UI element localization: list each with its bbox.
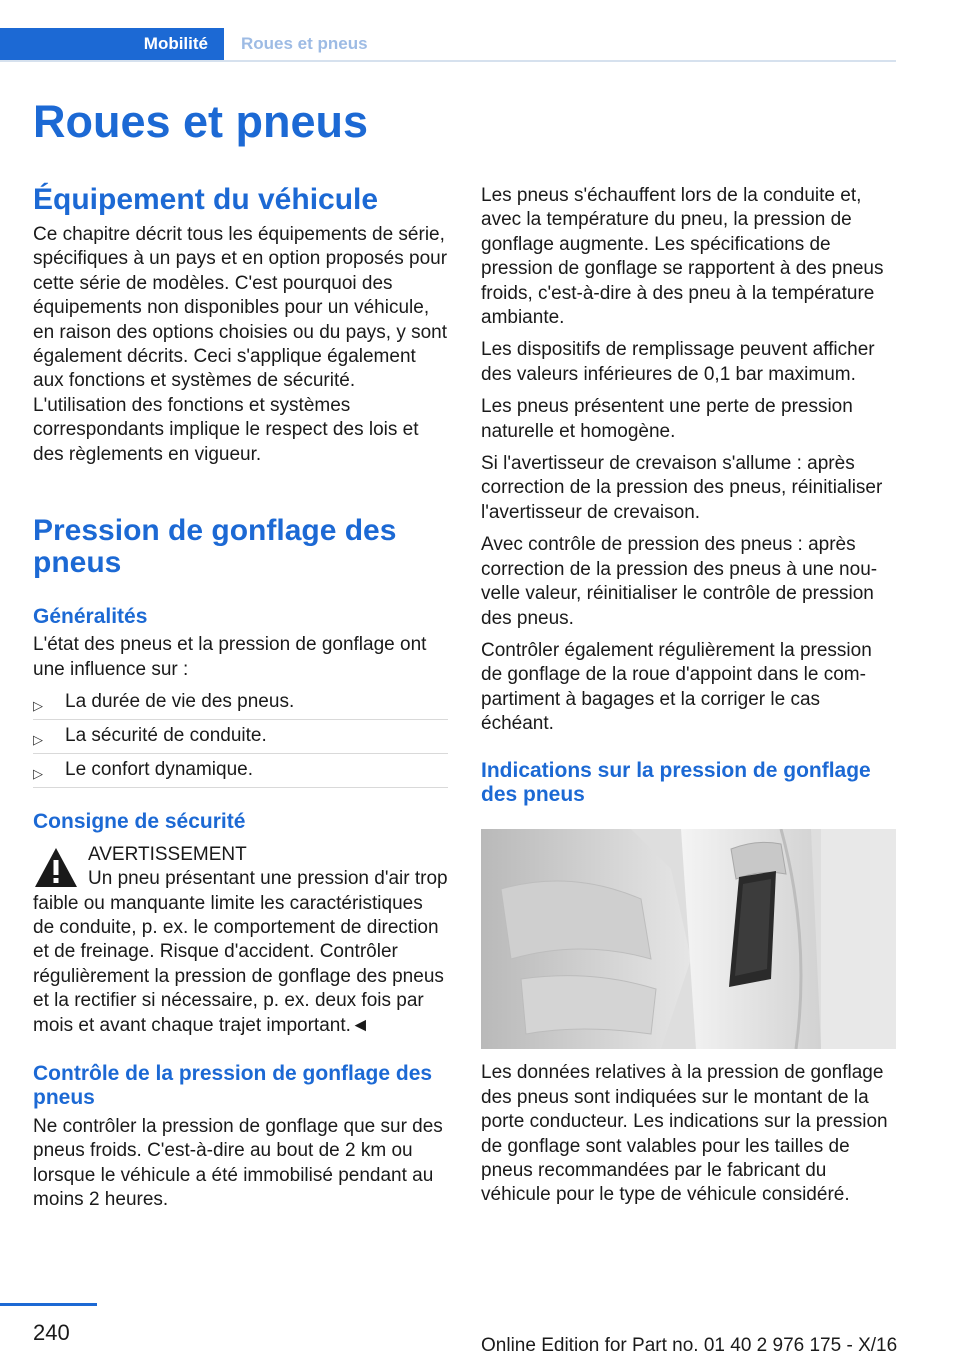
influence-list xyxy=(33,686,448,788)
general-heading: Généralités xyxy=(33,605,148,629)
right-column xyxy=(481,184,896,1208)
triangle-right-icon: ▷ xyxy=(33,698,43,714)
warning-text: Un pneu présentant une pression d'air trop faible ou manquante limite les caractéristiques de conduite, p. ex. le comportement de direction et de freinage. Risque d'accident. Contrôler régulièrement la pression de gonflage des pneus et la rectifier si nécessaire, p. ex. deux fois par mois et avant chaque trajet important.◄ xyxy=(33,868,448,1036)
list-item: ▷ La sécurité de conduite. xyxy=(33,720,448,754)
triangle-right-icon: ▷ xyxy=(33,766,43,782)
warning-label: AVERTISSEMENT xyxy=(88,843,247,865)
header-tab-section[interactable]: Mobilité xyxy=(0,28,224,60)
paragraph: Avec contrôle de pression des pneus : après correction de la pression des pneus à une nouvelle valeur, réinitialiser le contrôle de pression des pneus. xyxy=(481,534,878,629)
paragraph: Contrôler également régulièrement la pression de gonflage de la roue d'appoint dans le compartiment à bagages et la corriger le cas échéant. xyxy=(481,639,872,735)
general-text: L'état des pneus et la pression de gonflage ont une influence sur : xyxy=(33,634,427,680)
paragraph: Si l'avertisseur de crevaison s'allume : après correction de la pression des pneus, réinitialiser l'avertisseur de crevaison. xyxy=(481,453,883,523)
header-tab-subsection[interactable]: Roues et pneus xyxy=(241,34,368,53)
indications-heading: Indications sur la pression de gonflage des pneus xyxy=(481,758,871,806)
warning-block xyxy=(33,843,448,1038)
list-item: ▷ La durée de vie des pneus. xyxy=(33,686,448,720)
page-title: Roues et pneus xyxy=(33,96,369,147)
pressure-heading: Pression de gonflage des pneus xyxy=(33,514,397,580)
page-number: 240 xyxy=(33,1320,70,1345)
safety-heading: Consigne de sécurité xyxy=(33,810,246,834)
photo-caption: Les données relatives à la pression de gonflage des pneus sont indiquées sur le montant de la porte conducteur. Les indications sur la pression de gonflage sont valables pour les tailles de pneus recommandées par le fabricant du véhicule pour le type de véhicule considéré. xyxy=(481,1062,888,1206)
footer-rule xyxy=(0,1303,97,1306)
edition-note: Online Edition for Part no. 01 40 2 976 175 - X/16 xyxy=(481,1335,898,1356)
page-header xyxy=(0,28,896,62)
door-pillar-photo xyxy=(481,829,896,1049)
warning-triangle-icon xyxy=(33,845,79,891)
triangle-right-icon: ▷ xyxy=(33,732,43,748)
paragraph: Les pneus s'échauffent lors de la conduite et, avec la température du pneu, la pression de gonflage augmente. Les spécifications de pression de gonflage se rapportent à des pneus froids, c'est-à-dire à des pneu à la température ambiante. xyxy=(481,185,884,329)
check-text: Ne contrôler la pression de gonflage que sur des pneus froids. C'est-à-dire au bout de 2 km ou lorsque le véhicule a été immobilisé pendant au moins 2 heures. xyxy=(33,1115,443,1210)
check-heading: Contrôle de la pression de gonflage des pneus xyxy=(33,1061,433,1110)
door-pillar-illustration xyxy=(481,829,896,1049)
paragraph: Les dispositifs de remplissage peuvent afficher des valeurs inférieures de 0,1 bar maximum. xyxy=(481,339,875,385)
list-item: ▷ Le confort dynamique. xyxy=(33,754,448,788)
equipment-text: Ce chapitre décrit tous les équipements de série, spécifiques à un pays et en option proposés pour cette série de modèles. C'est pourquoi des équipements non disponibles pour un véhicule, en raison des options choisies ou du pays, y sont également décrits. Ceci s'applique également aux fonctions et systèmes de sécurité. L'utilisation des fonctions et systèmes correspondants implique le respect des lois et des règlements en vigueur. xyxy=(33,224,448,465)
paragraph: Les pneus présentent une perte de pression naturelle et homogène. xyxy=(481,396,853,442)
left-column xyxy=(33,184,448,1212)
equipment-heading: Équipement du véhicule xyxy=(33,183,379,216)
